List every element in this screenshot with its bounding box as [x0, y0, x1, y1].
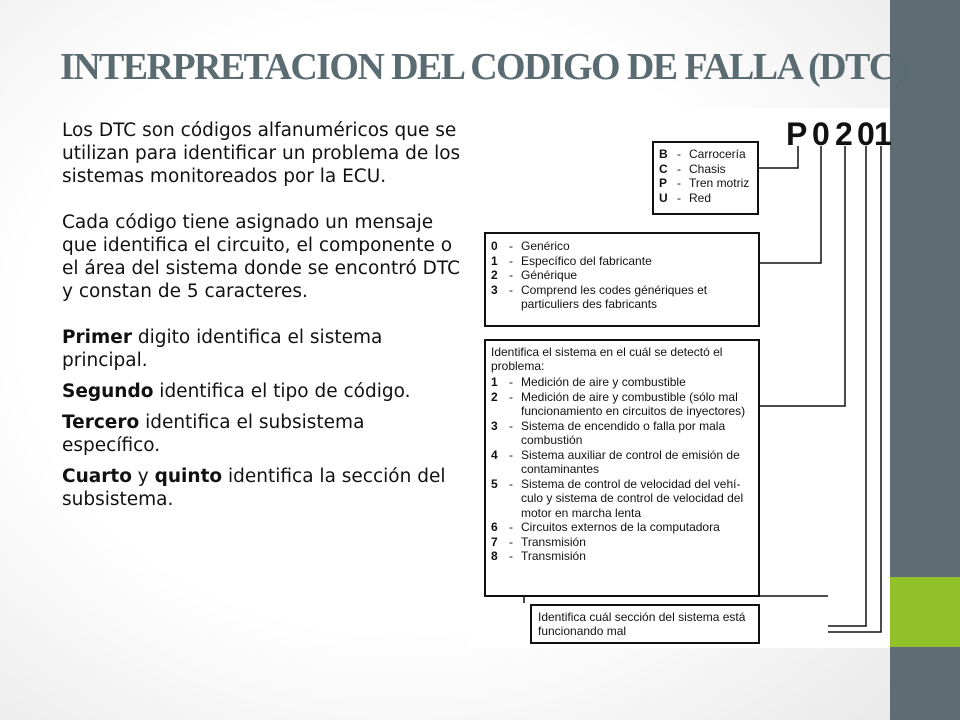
list-item: 6 - Circuitos externos de la computadora — [491, 520, 753, 535]
slide-title: INTERPRETACION DEL CODIGO DE FALLA (DTC) — [60, 46, 906, 88]
code-char-4: 0 — [857, 116, 875, 152]
paragraph-third-digit — [62, 411, 462, 457]
item-desc: Sistema de control de velocidad del vehí-culo y sistema de control de velocidad del motor en marcha lenta — [521, 476, 744, 520]
item-key: P — [659, 176, 668, 190]
list-item: B - Carrocería — [659, 147, 752, 162]
list-item: 4 - Sistema auxiliar de control de emisión de contaminantes — [491, 448, 753, 477]
list-item: 5 - Sistema de control de velocidad del vehí-culo y sistema de control de velocidad del motor en marcha lenta — [491, 477, 753, 521]
list-item: 2 - Générique — [491, 268, 753, 283]
item-key: 2 — [491, 268, 498, 282]
item-key: 4 — [491, 447, 498, 462]
side-bar-accent — [890, 577, 960, 647]
dtc-diagram — [468, 108, 890, 648]
list-item: 0 - Genérico — [491, 239, 753, 254]
list-item: 8 - Transmisión — [491, 549, 753, 564]
list-item: 3 - Comprend les codes génériques et particuliers des fabricants — [491, 283, 753, 312]
list-item: P - Tren motriz — [659, 176, 752, 191]
body-text — [62, 119, 462, 511]
paragraph-message: Cada código tiene asignado un mensaje que identifica el circuito, el componente o el área del sistema donde se encontró DTC y constan de 5 caracteres. — [62, 212, 461, 302]
item-desc: Générique — [521, 268, 578, 282]
item-key: 5 — [491, 476, 498, 491]
item-desc: Carrocería — [689, 147, 746, 161]
item-desc: Comprend les codes génériques et particuliers des fabricants — [521, 282, 708, 311]
item-desc: Genérico — [521, 239, 570, 253]
and-text: y — [131, 466, 155, 487]
item-key: 0 — [491, 239, 498, 253]
third-label: Tercero — [62, 412, 140, 433]
third-text: identifica el subsistema específico. — [62, 412, 365, 456]
item-desc: Transmisión — [521, 549, 586, 563]
section-box — [530, 604, 760, 644]
first-text: digito identifica el sistema principal. — [62, 327, 383, 371]
item-desc: Tren motriz — [689, 176, 750, 190]
list-item: 3 - Sistema de encendido o falla por mala combustión — [491, 419, 753, 448]
item-desc: Medición de aire y combustible — [521, 375, 686, 389]
list-item: 7 - Transmisión — [491, 535, 753, 550]
paragraph-second-digit — [62, 380, 462, 403]
code-type-box — [484, 232, 760, 327]
list-item: 2 - Medición de aire y combustible (sólo mal funcionamiento en circuitos de inyectores) — [491, 390, 753, 419]
list-item: 1 - Medición de aire y combustible — [491, 375, 753, 390]
fourth-label: Cuarto — [62, 466, 132, 487]
item-desc: Específico del fabricante — [521, 253, 652, 268]
item-key: 7 — [491, 534, 498, 549]
code-char-1: P — [786, 116, 808, 152]
paragraph-fourth-fifth-digit — [62, 465, 462, 511]
item-key: U — [659, 190, 668, 205]
list-item: C - Chasis — [659, 162, 752, 177]
item-key: C — [659, 161, 668, 176]
fifth-label: quinto — [154, 466, 223, 487]
item-desc: Red — [689, 190, 712, 205]
first-label: Primer — [62, 327, 132, 348]
code-char-3: 2 — [835, 116, 853, 152]
subsystem-box — [484, 339, 760, 597]
second-label: Segundo — [62, 381, 154, 402]
list-item: U - Red — [659, 191, 752, 206]
code-char-5: 1 — [874, 116, 892, 152]
item-desc: Medición de aire y combustible (sólo mal funcionamiento en circuitos de inyectores) — [521, 389, 746, 418]
item-desc: Circuitos externos de la computadora — [521, 520, 720, 534]
second-text: identifica el tipo de código. — [153, 381, 411, 402]
side-bar — [890, 0, 960, 720]
section-text: Identifica cuál sección del sistema está funcionando mal — [538, 610, 746, 638]
item-key: 8 — [491, 549, 498, 563]
item-key: B — [659, 147, 668, 161]
code-char-2: 0 — [812, 116, 830, 152]
item-key: 1 — [491, 253, 498, 268]
system-category-box — [652, 141, 759, 215]
item-desc: Sistema auxiliar de control de emisión de contaminantes — [521, 447, 740, 476]
fourth-fifth-text: identifica la sección del subsistema. — [62, 466, 446, 510]
item-desc: Sistema de encendido o falla por mala combustión — [521, 418, 726, 447]
paragraph-intro: Los DTC son códigos alfanuméricos que se utilizan para identificar un problema de los sistemas monitoreados por la ECU. — [62, 120, 461, 187]
paragraph-first-digit — [62, 326, 462, 372]
item-key: 3 — [491, 282, 498, 297]
item-desc: Transmisión — [521, 534, 586, 549]
item-desc: Chasis — [689, 161, 726, 176]
item-key: 2 — [491, 389, 498, 404]
item-key: 3 — [491, 418, 498, 433]
list-item: 1 - Específico del fabricante — [491, 254, 753, 269]
item-key: 6 — [491, 520, 498, 534]
item-key: 1 — [491, 375, 498, 389]
subsystem-header: Identifica el sistema en el cuál se detectó el problema: — [491, 345, 723, 373]
